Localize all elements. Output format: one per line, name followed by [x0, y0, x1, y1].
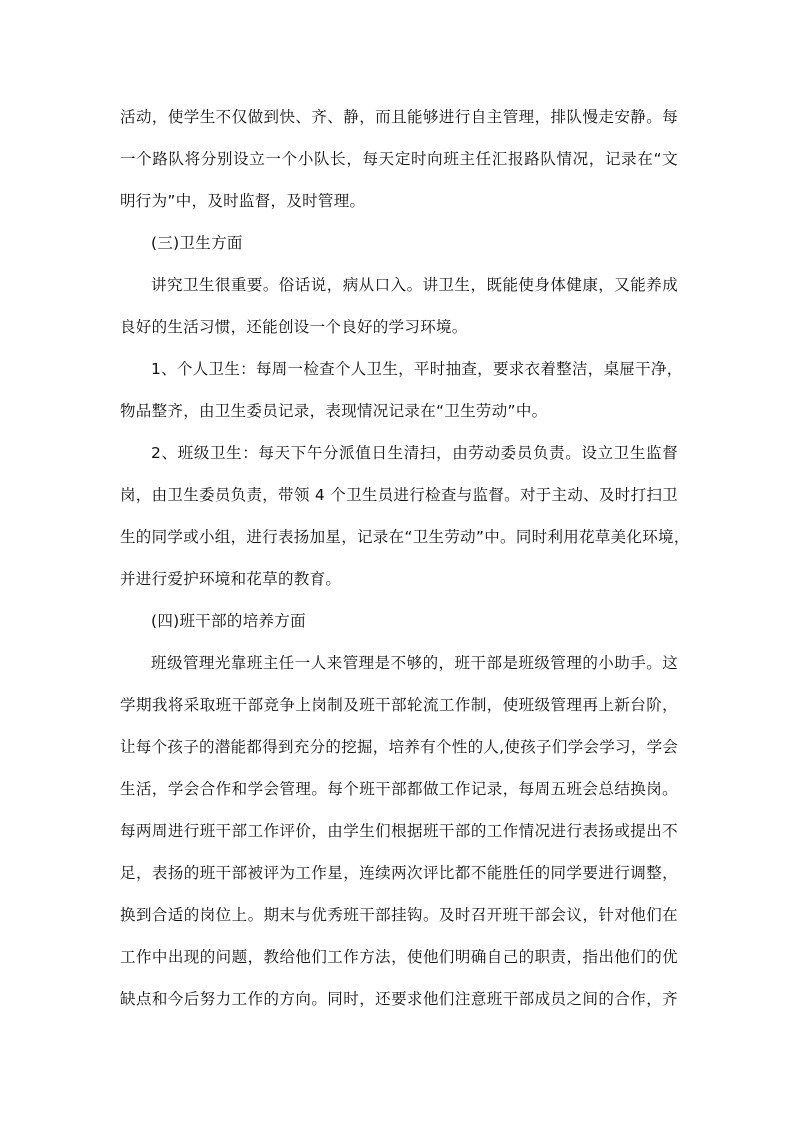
text-line: 明行为”中，及时监督，及时管理。: [120, 192, 366, 210]
text-line: 一个路队将分别设立一个小队长，每天定时向班主任汇报路队情况，记录在“文: [120, 150, 678, 168]
text-line: 良好的生活习惯，还能创设一个良好的学习环境。: [120, 318, 468, 336]
text-line: 班级管理光靠班主任一人来管理是不够的，班干部是班级管理的小助手。这: [151, 654, 678, 672]
text-line: 足，表扬的班干部被评为工作星，连续两次评比都不能胜任的同学要进行调整，: [120, 864, 678, 882]
text-line: 生活，学会合作和学会管理。每个班干部都做工作记录，每周五班会总结换岗。: [120, 780, 678, 798]
text-line: 工作中出现的问题，教给他们工作方法，使他们明确自己的职责，指出他们的优: [120, 948, 678, 966]
section-heading: (三)卫生方面: [151, 234, 243, 252]
text-line: 岗，由卫生委员负责，带领 4 个卫生员进行检查与监督。对于主动、及时打扫卫: [120, 486, 678, 504]
text-line: 每两周进行班干部工作评价，由学生们根据班干部的工作情况进行表扬或提出不: [120, 822, 678, 840]
text-line: 缺点和今后努力工作的方向。同时，还要求他们注意班干部成员之间的合作，齐: [120, 990, 678, 1008]
text-line: 换到合适的岗位上。期末与优秀班干部挂钩。及时召开班干部会议，针对他们在: [120, 906, 678, 924]
text-line: 学期我将采取班干部竞争上岗制及班干部轮流工作制，使班级管理再上新台阶，: [120, 696, 678, 714]
text-line: 物品整齐，由卫生委员记录，表现情况记录在“卫生劳动”中。: [120, 402, 548, 420]
text-line: 并进行爱护环境和花草的教育。: [120, 570, 342, 588]
text-line: 2、班级卫生：每天下午分派值日生清扫，由劳动委员负责。设立卫生监督: [151, 444, 678, 462]
text-line: 生的同学或小组，进行表扬加星，记录在“卫生劳动”中。同时利用花草美化环境，: [120, 528, 690, 546]
text-line: 讲究卫生很重要。俗话说，病从口入。讲卫生，既能使身体健康，又能养成: [151, 276, 678, 294]
text-line: 活动，使学生不仅做到快、齐、静，而且能够进行自主管理，排队慢走安静。每: [120, 108, 678, 126]
text-line: 让每个孩子的潜能都得到充分的挖掘，培养有个性的人,使孩子们学会学习，学会: [120, 738, 679, 756]
document-page: [120, 96, 690, 1020]
text-line: 1、个人卫生：每周一检查个人卫生，平时抽查，要求衣着整洁，桌屉干净，: [151, 360, 683, 378]
section-heading: (四)班干部的培养方面: [151, 612, 306, 630]
